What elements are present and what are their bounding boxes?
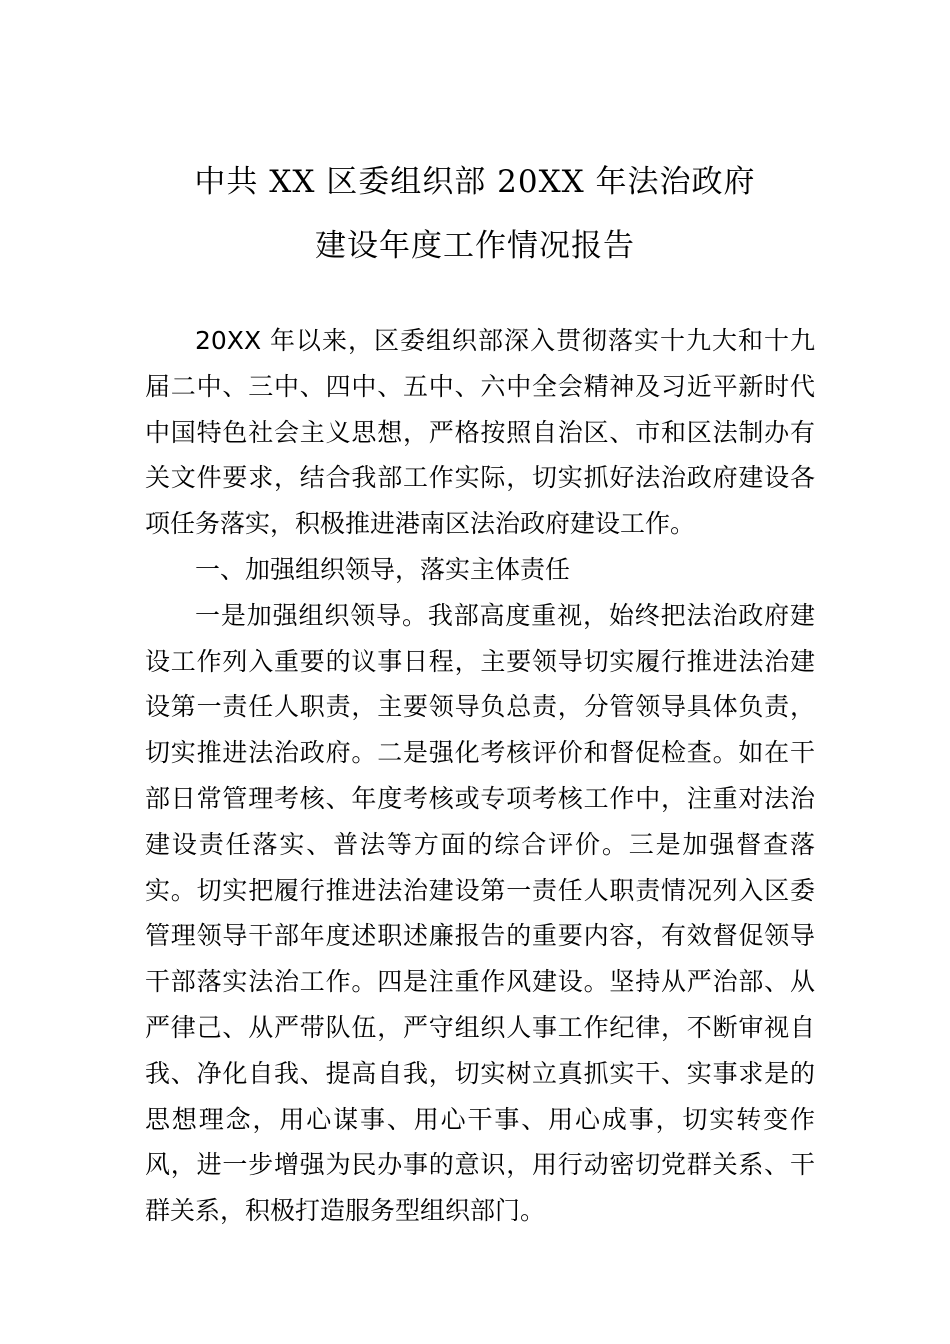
document-title-line-2: 建设年度工作情况报告 bbox=[315, 228, 635, 264]
intro-paragraph: 20XX 年以来，区委组织部深入贯彻落实十九大和十九届二中、三中、四中、五中、六中全会精神及习近平新时代中国特色社会主义思想，严格按照自治区、市和区法制办有关文件要求，结合我部工作实际，切实抓好法治政府建设各项任务落实，积极推进港南区法治政府建设工作。 bbox=[145, 326, 815, 539]
document-title-line-1: 中共 XX 区委组织部 20XX 年法治政府 bbox=[194, 164, 756, 200]
section-heading-1: 一、加强组织领导，落实主体责任 bbox=[195, 554, 571, 584]
section-1-paragraph: 一是加强组织领导。我部高度重视，始终把法治政府建设工作列入重要的议事日程，主要领导切实履行推进法治建设第一责任人职责，主要领导负总责，分管领导具体负责，切实推进法治政府。二是强化考核评价和督促检查。如在干部日常管理考核、年度考核或专项考核工作中，注重对法治建设责任落实、普法等方面的综合评价。三是加强督查落实。切实把履行推进法治建设第一责任人职责情况列入区委管理领导干部年度述职述廉报告的重要内容，有效督促领导干部落实法治工作。四是注重作风建设。坚持从严治部、从严律己、从严带队伍，严守组织人事工作纪律，不断审视自我、净化自我、提高自我，切实树立真抓实干、实事求是的思想理念，用心谋事、用心干事、用心成事，切实转变作风，进一步增强为民办事的意识，用行动密切党群关系、干群关系，积极打造服务型组织部门。 bbox=[145, 600, 815, 1226]
document-body bbox=[145, 318, 815, 1234]
